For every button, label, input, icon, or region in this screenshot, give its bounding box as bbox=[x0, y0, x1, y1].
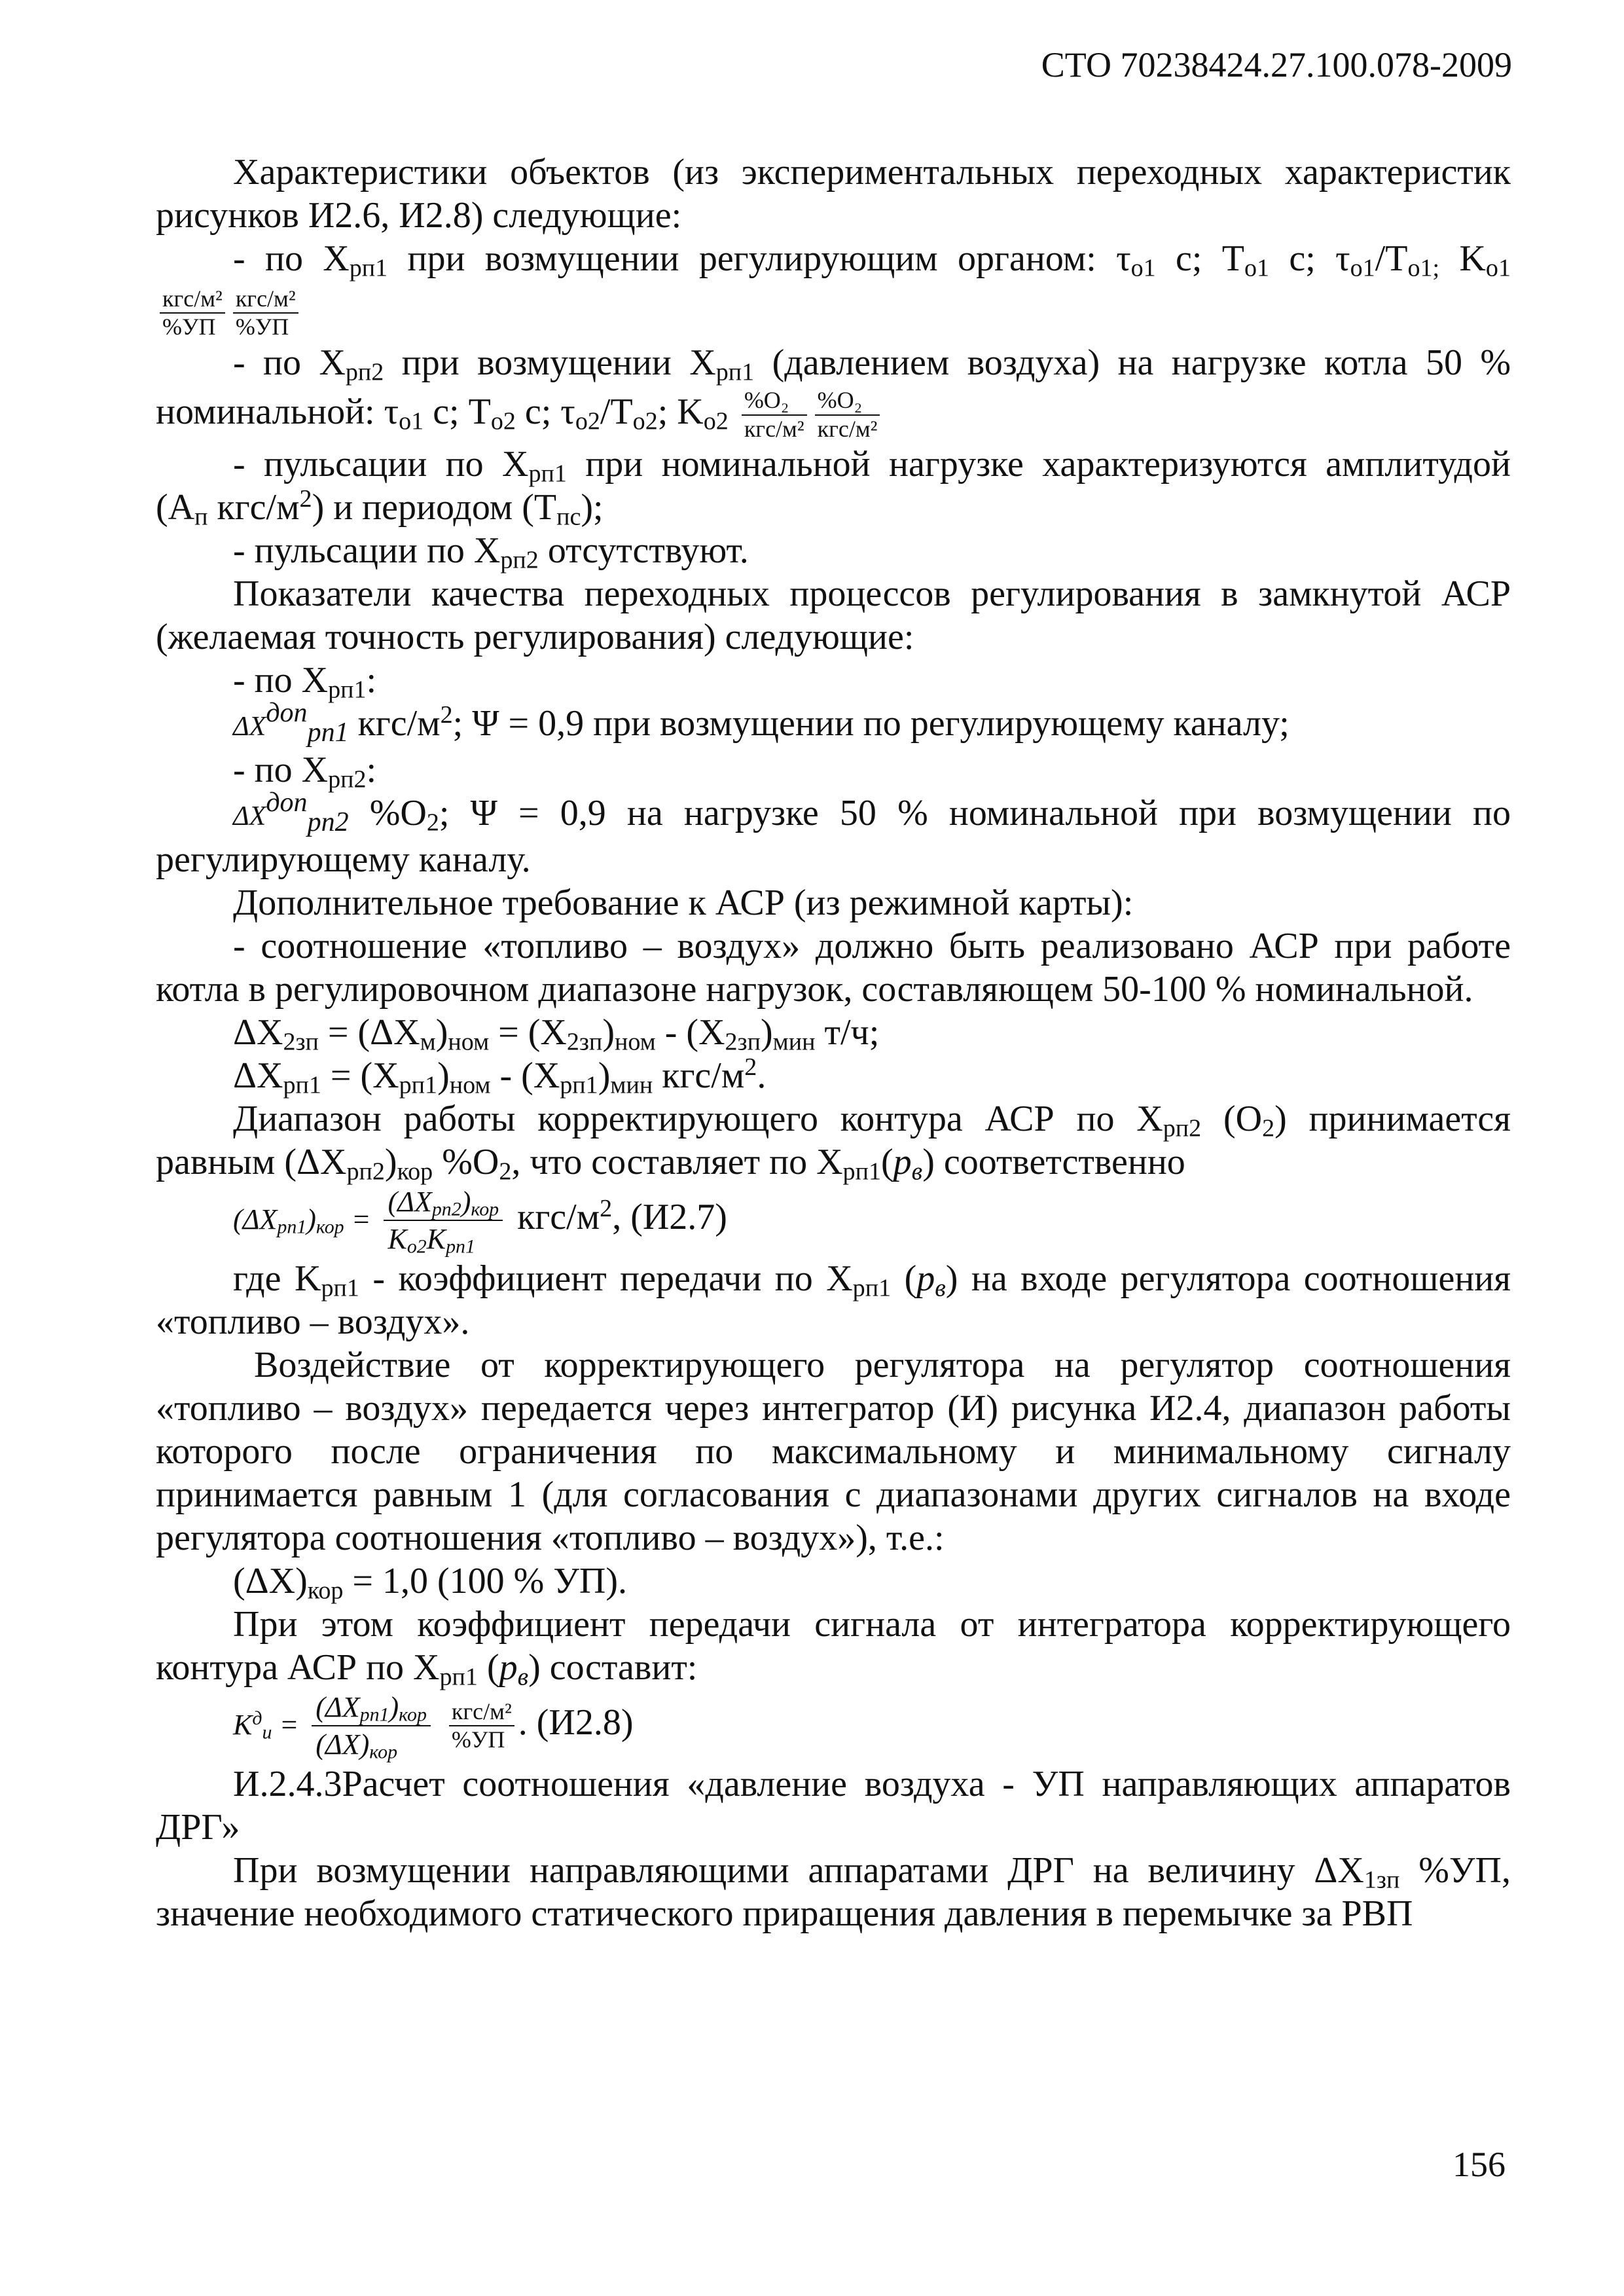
bullet-pulsation-xrp2: - пульсации по $X_{рп2}$ отсутствуют. bbox=[233, 530, 749, 574]
bullet-by-xrp2: - по $X_{рп2}$: bbox=[233, 750, 377, 793]
bullet-xrp1-regulator: - по $X_{рп1}$ при возмущении регулирующим органом: $\tau_{о1}$ с; $T_{о1}$ с; $\tau_{о1}/T_{о1;}$ $K_{о1}$ bbox=[233, 238, 1511, 282]
formula-i2-7: $(\Delta X_{рп1})_{кор}$ = $(\Delta X_{рп2})_{кор}$ $K_{о2}K_{рп1}$ кгс/$м^2$, (И2.7) bbox=[156, 1184, 1511, 1257]
bullet-fuel-air-ratio: - соотношение «топливо – воздух» должно быть реализовано АСР при работе котла в регулировочном диапазоне нагрузок, составляющем 50-100 % номинальной. bbox=[156, 926, 1511, 1010]
page-number: 156 bbox=[1453, 2145, 1506, 2184]
fraction-unit: $\frac{\text{кгс/м²}}{\%УП}$ bbox=[160, 285, 225, 341]
fraction-unit: $\frac{\text{кгс/м²}}{\%УП}$ bbox=[233, 285, 298, 341]
bullet-by-xrp1: - по $X_{рп1}$: bbox=[233, 660, 377, 704]
paragraph-correction-range: Диапазон работы корректирующего контура АСР по $X_{рп2}$ $(O_2)$ принимается равным $(\Delta X_{рп2})_{кор}$ $\%O_2$, что составляет по $X_{рп1}(p_в)$ соответственно bbox=[156, 1099, 1511, 1186]
fraction-unit: $\frac{\text{\%O₂}}{\text{кгс/м²}}$ bbox=[815, 387, 880, 443]
paragraph-drg-disturbance: При возмущении направляющими аппаратами ДРГ на величину $\Delta X_{1зп}$ %УП, значение необходимого статического приращения давления в перемычке за РВП bbox=[156, 1850, 1511, 1935]
equation-delta-x-kor: $(\Delta X)_{кор} = 1,0$ (100 % УП). bbox=[233, 1561, 628, 1605]
fraction-unit: $\frac{\text{кгс/м²}}{\%УП}$ bbox=[449, 1698, 514, 1754]
paragraph-quality-indicators: Показатели качества переходных процессов регулирования в замкнутой АСР (желаемая точность регулирования) следующие: bbox=[156, 574, 1511, 658]
bullet-pulsation-xrp1: - пульсации по $X_{рп1}$ при номинальной нагрузке характеризуются амплитудой bbox=[233, 444, 1511, 488]
fraction-i2-7: $(\Delta X_{рп2})_{кор}$ $K_{о2}K_{рп1}$ bbox=[384, 1184, 503, 1257]
bullet-pulsation-xrp1-cont: ($A_п$ кгс/$м^2$) и периодом $(T_{пс})$; bbox=[156, 485, 604, 531]
formula-i2-8: $K^д_и$ = $(\Delta X_{рп1})_{кор}$ $(\Delta X)_{кор}$ $\frac{\text{кгс/м²}}{\%УП}$ . (И2.8) bbox=[156, 1689, 1511, 1762]
equation-delta-xrp1: $\Delta X_{рп1} = (X_{рп1})_{ном} - (X_{рп1})_{мин}$ кгс/$м^2$. bbox=[233, 1053, 767, 1099]
document-code-header: СТО 70238424.27.100.078-2009 bbox=[1041, 45, 1512, 84]
bullet-xrp2-disturbance: - по $X_{рп2}$ при возмущении $X_{рп1}$ (давлением воздуха) на нагрузке котла 50 % bbox=[233, 342, 1511, 386]
bullet-xrp2-params: номинальной: $\tau_{о1}$ с; $T_{о2}$ с; $\tau_{о2}/T_{о2}$; $K_{о2}$ $\frac{\text{\%O₂}}{\text{кгс/м²}}$ $\frac{\text{\%O₂}}{\text{кгс/м²}}$ bbox=[156, 384, 1511, 443]
paragraph-transfer-coefficient: При этом коэффициент передачи сигнала от интегратора корректирующего контура АСР по $X_{рп1}$ $(p_в)$ составит: bbox=[156, 1604, 1511, 1691]
section-heading-i2-4-3: И.2.4.3Расчет соотношения «давление воздуха - УП направляющих аппаратов ДРГ» bbox=[156, 1764, 1511, 1848]
equation-delta-x2zp: $\Delta X_{2зп} = (\Delta X_м)_{ном} = (X_{2зп})_{ном} - (X_{2зп})_{мин}$ т/ч; bbox=[233, 1012, 880, 1056]
fraction-i2-8: $(\Delta X_{рп1})_{кор}$ $(\Delta X)_{кор}$ bbox=[312, 1689, 431, 1762]
paragraph-where-krp1: где $K_{рп1}$ - коэффициент передачи по $X_{рп1}$ $(p_в)$ на входе регулятора соотношения «топливо – воздух». bbox=[156, 1258, 1511, 1343]
fraction-unit: $\frac{\text{\%O₂}}{\text{кгс/м²}}$ bbox=[742, 387, 807, 443]
bullet-xrp1-units bbox=[156, 280, 1511, 341]
document-body bbox=[156, 151, 1511, 1935]
equation-accuracy-xrp2: $\Delta X^{доп}_{рп2}$ $\%O_2$; Ψ = 0,9 на нагрузке 50 % номинальной при возмущении по регулирующему каналу. bbox=[156, 788, 1511, 881]
paragraph-integrator: Воздействие от корректирующего регулятора на регулятор соотношения «топливо – воздух» передается через интегратор (И) рисунка И2.4, диапазон работы которого после ограничения по максимальному и минимальному сигналу принимается равным 1 (для согласования с диапазонами других сигналов на входе регулятора соотношения «топливо – воздух»), т.е.: bbox=[156, 1345, 1511, 1559]
equation-accuracy-xrp1: $\Delta X^{доп}_{рп1}$ кгс/$м^2$; Ψ = 0,9 при возмущении по регулирующему каналу; bbox=[233, 698, 1290, 748]
paragraph-object-characteristics: Характеристики объектов (из экспериментальных переходных характеристик рисунков И2.6, И2.8) следующие: bbox=[156, 152, 1511, 236]
paragraph-additional-requirement: Дополнительное требование к АСР (из режимной карты): bbox=[233, 883, 1134, 924]
